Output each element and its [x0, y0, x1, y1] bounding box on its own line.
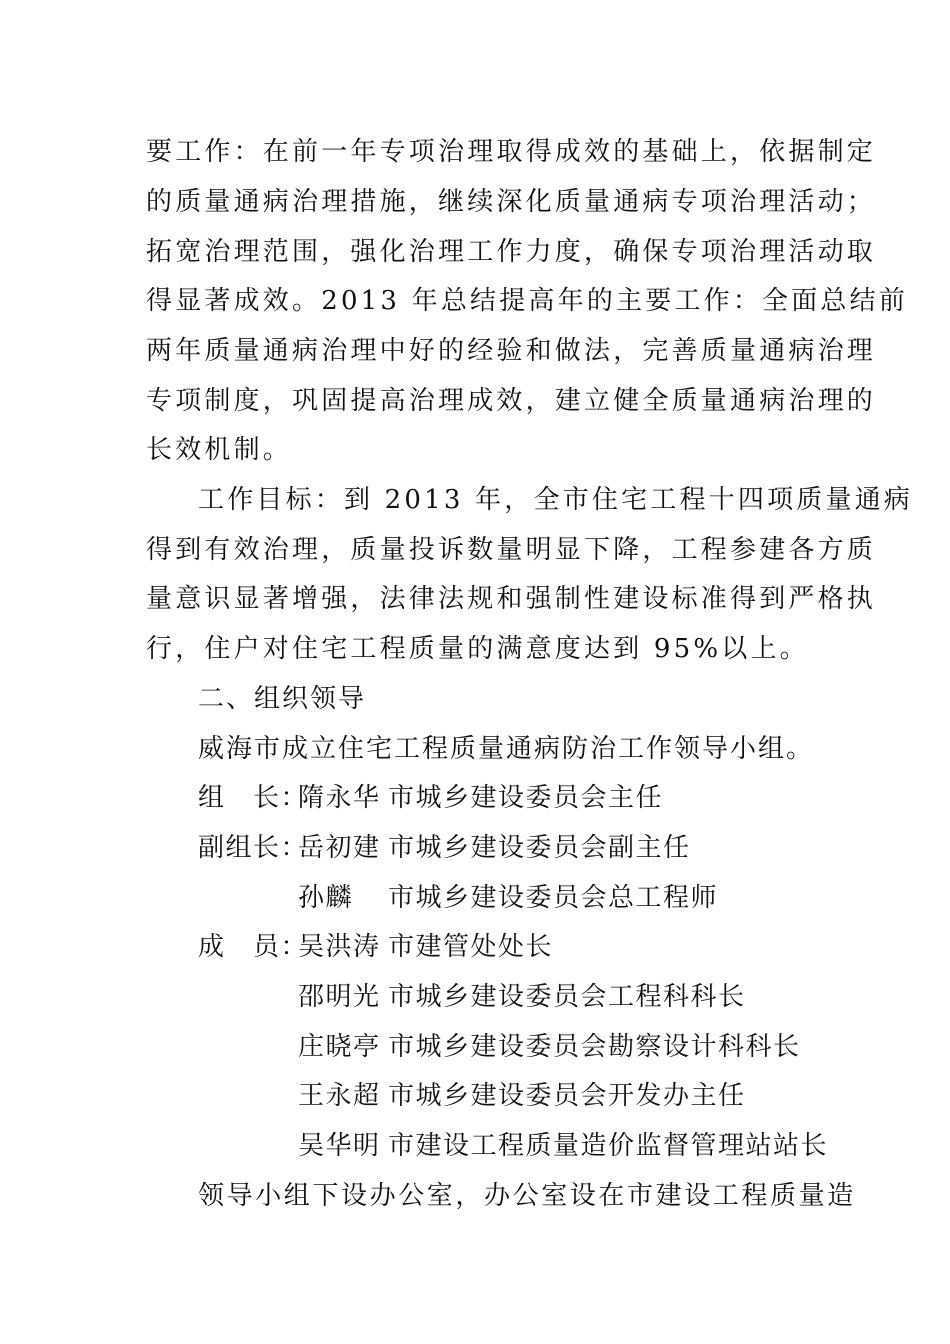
roster-name: 隋永华: [298, 783, 381, 813]
roster-title: 市城乡建设委员会副主任: [388, 833, 691, 863]
paragraph-line: 得显著成效。2013 年总结提高年的主要工作：全面总结前: [146, 286, 909, 316]
roster-name: 孙麟: [298, 883, 354, 913]
paragraph-line: 专项制度，巩固提高治理成效，建立健全质量通病治理的: [146, 386, 877, 416]
section-heading: 二、组织领导: [198, 684, 367, 714]
roster-name: 邵明光: [298, 982, 381, 1012]
paragraph-line: 工作目标：到 2013 年，全市住宅工程十四项质量通病: [198, 485, 914, 515]
paragraph-line: 两年质量通病治理中好的经验和做法，完善质量通病治理: [146, 336, 877, 366]
roster-title: 市城乡建设委员会工程科科长: [388, 982, 746, 1012]
paragraph-line: 的质量通病治理措施，继续深化质量通病专项治理活动；: [146, 187, 877, 217]
roster-name: 王永超: [298, 1081, 381, 1111]
roster-title: 市建设工程质量造价监督管理站站长: [388, 1131, 829, 1161]
paragraph-line: 长效机制。: [146, 435, 293, 465]
paragraph-line: 量意识显著增强，法律法规和强制性建设标准得到严格执: [146, 584, 877, 614]
roster-name: 吴华明: [298, 1131, 381, 1161]
roster-name: 吴洪涛: [298, 932, 381, 962]
roster-role: 组 长：: [198, 783, 309, 813]
roster-role: 成 员：: [198, 932, 309, 962]
paragraph-line: 行，住户对住宅工程质量的满意度达到 95%以上。: [146, 634, 809, 664]
roster-title: 市城乡建设委员会勘察设计科科长: [388, 1032, 801, 1062]
roster-name: 庄晓亭: [298, 1032, 381, 1062]
paragraph-line: 要工作：在前一年专项治理取得成效的基础上，依据制定: [146, 137, 877, 167]
roster-title: 市城乡建设委员会开发办主任: [388, 1081, 746, 1111]
paragraph-line: 得到有效治理，质量投诉数量明显下降，工程参建各方质: [146, 535, 877, 565]
roster-title: 市城乡建设委员会主任: [388, 783, 664, 813]
intro-line: 威海市成立住宅工程质量通病防治工作领导小组。: [198, 734, 815, 764]
roster-title: 市建管处处长: [388, 932, 554, 962]
paragraph-line: 拓宽治理范围，强化治理工作力度，确保专项治理活动取: [146, 237, 877, 267]
closing-line: 领导小组下设办公室，办公室设在市建设工程质量造: [198, 1181, 856, 1211]
roster-name: 岳初建: [298, 833, 381, 863]
roster-role: 副组长：: [198, 833, 309, 863]
roster-title: 市城乡建设委员会总工程师: [388, 883, 719, 913]
